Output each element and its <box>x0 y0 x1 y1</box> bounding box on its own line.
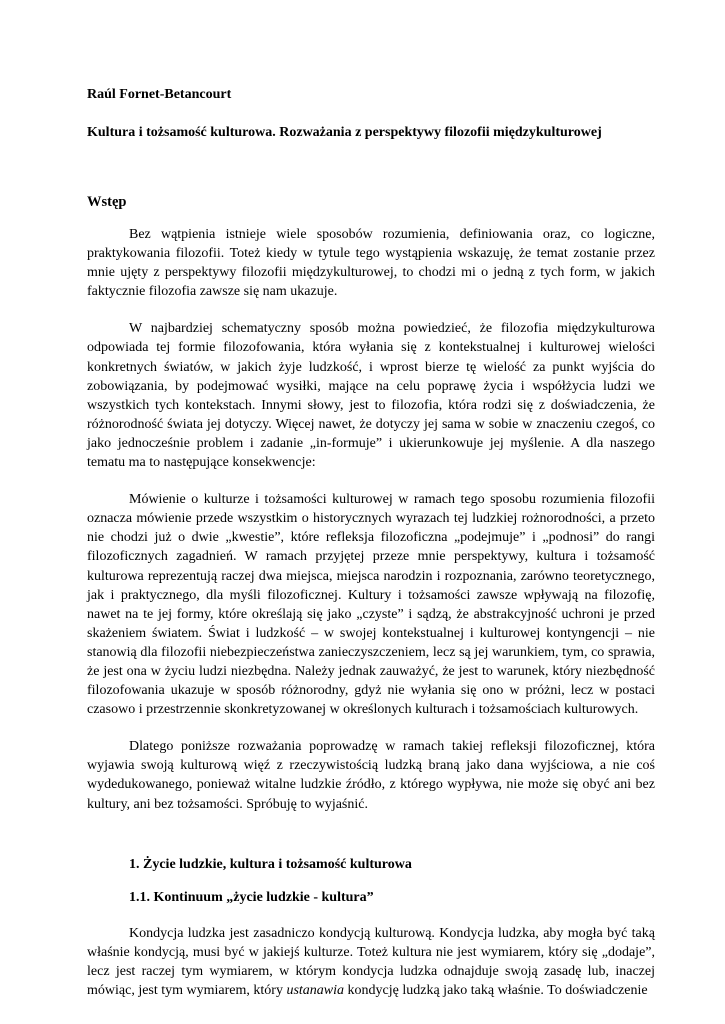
intro-paragraph-4: Dlatego poniższe rozważania poprowadzę w ramach takiej refleksji filozoficznej, która wyjawia swoją kulturową więź z rzeczywistością ludzką braną jako dana wyjściowa, a nie coś wydedukowanego, ponieważ witalne ludzkie źródło, z którego wypływa, nie może się obyć ani bez kultury, ani bez tożsamości. Spróbuję to wyjaśnić. <box>87 739 655 812</box>
final-paragraph-continuation: kondycję ludzką jako taką właśnie. To doświadczenie <box>344 982 648 998</box>
section-1-1-paragraph <box>87 924 655 1000</box>
italic-term: ustanawia <box>286 982 345 998</box>
section-1-heading: 1. Życie ludzkie, kultura i tożsamość kulturowa <box>129 856 412 872</box>
final-paragraph-text: Kondycja ludzka jest zasadniczo kondycją kulturową. Kondycja ludzka, aby mogła być taką właśnie kondycją, musi być w jakiejś kulturze. Toteż kultura nie jest wymiarem, który się „dodaje”, lecz jest raczej tym wymiarem, w którym kondycja ludzka odnajduje swoją zasadę lub, inaczej mówiąc, jest tym wymiarem, który <box>87 925 655 998</box>
document-title: Kultura i tożsamość kulturowa. Rozważania z perspektywy filozofii międzykulturowej <box>87 125 602 140</box>
intro-paragraph-3: Mówienie o kulturze i tożsamości kulturowej w ramach tego sposobu rozumienia filozofii oznacza mówienie przede wszystkim o historycznych wyrazach tej ludzkiej rożnorodności, a przeto nie chodzi już o dwie „kwestie”, które refleksja filozoficzna „podejmuje” i „podnosi” do rangi filozoficznych zagadnień. W ramach przyjętej przeze mnie perspektywy, kultura i tożsamość kulturowa reprezentują raczej dwa miejsca, miejsca narodzin i rozpoznania, zarówno teoretycznego, jak i praktycznego, dla myśli filozoficznej. Kultury i tożsamości zawsze wpływają na filozofię, nawet na te jej formy, które określają się jako „czyste” i sądzą, że abstrakcyjność uchroni je przed skażeniem światem. Świat i ludzkość – w swojej kontekstualnej i kulturowej kontyngencji – nie stanowią dla filozofii niebezpieczeństwa zanieczyszczeniem, lecz są jej warunkiem, tym, co sprawia, że jest ona w życiu ludzi niezbędna. Należy jednak zauważyć, że jest to warunek, który niezbędność filozofowania ukazuje w sposób różnorodny, gdyż nie wyłania się ono w próżni, lecz w postaci czasowo i przestrzennie skonkretyzowanej w określonych kulturach i tożsamościach kulturowych. <box>87 492 655 718</box>
intro-heading: Wstęp <box>87 194 127 210</box>
author-name: Raúl Fornet-Betancourt <box>87 87 232 102</box>
section-1-1-heading: 1.1. Kontinuum „życie ludzkie - kultura” <box>129 889 374 905</box>
intro-paragraph-1: Bez wątpienia istnieje wiele sposobów rozumienia, definiowania oraz, co logiczne, praktykowania filozofii. Toteż kiedy w tytule tego wystąpienia wskazuję, że temat zostanie przez mnie ujęty z perspektywy filozofii międzykulturowej, to chodzi mi o jedną z tych form, w jakich faktycznie filozofia zawsze się nam ukazuje. <box>87 227 655 300</box>
intro-paragraph-2: W najbardziej schematyczny sposób można powiedzieć, że filozofia międzykulturowa odpowiada tej formie filozofowania, która wyłania się z kontekstualnej i kulturowej wielości konkretnych światów, w jakich żyje ludzkość, i wprost bierze tę wielość za punkt wyjścia do zobowiązania, by podejmować wysiłki, mające na celu poprawę życia i współżycia ludzi we wszystkich tych kontekstach. Innymi słowy, jest to filozofia, która rodzi się z doświadczenia, że różnorodność świata jej dotyczy. Więcej nawet, że dotyczy jej sama w sobie w znaczeniu czegoś, co jako jednocześnie problem i zadanie „in-formuje” i ukierunkowuje jej myślenie. A dla naszego tematu ma to następujące konsekwencje: <box>87 321 655 471</box>
